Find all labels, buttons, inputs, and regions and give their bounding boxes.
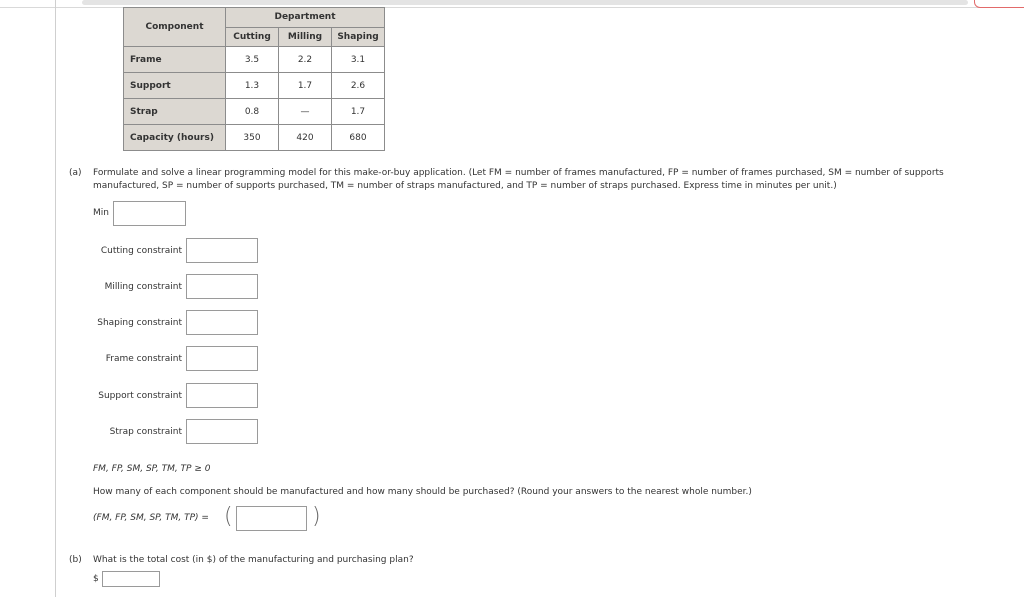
col-header: Shaping [332,27,385,47]
tuple-label: (FM, FP, SM, SP, TM, TP) = [93,513,209,523]
row-label: Support [124,73,226,99]
left-margin-rule [55,0,56,597]
milling-constraint-input[interactable] [186,274,258,299]
header-department: Department [226,8,385,28]
nonnegativity-statement: FM, FP, SM, SP, TM, TP ≥ 0 [93,464,211,474]
currency-symbol: $ [93,574,99,584]
cell: 680 [332,125,385,151]
component-department-table [123,7,385,151]
table-row [124,47,385,73]
shaping-constraint-label: Shaping constraint [97,318,182,328]
top-right-button[interactable] [974,0,1024,8]
cell: 0.8 [226,99,279,125]
strap-constraint-input[interactable] [186,419,258,444]
cell: 2.2 [279,47,332,73]
total-cost-input[interactable] [102,571,160,587]
right-paren: ) [312,504,321,529]
support-constraint-label: Support constraint [98,391,182,401]
min-label: Min [93,208,109,218]
milling-constraint-label: Milling constraint [104,282,182,292]
cell: 3.5 [226,47,279,73]
row-label: Frame [124,47,226,73]
part-a-text-line2: manufactured, SP = number of supports purchased, TM = number of straps manufactured, and TP = number of straps purchased. Express time in minutes per unit.) [93,181,837,191]
round-question: How many of each component should be manufactured and how many should be purchased? (Round your answers to the nearest whole number.) [93,487,752,497]
row-label: Strap [124,99,226,125]
tuple-answer-input[interactable] [236,506,307,531]
cell: 1.7 [332,99,385,125]
row-label: Capacity (hours) [124,125,226,151]
top-scrollbar[interactable] [82,0,968,5]
cell: 1.7 [279,73,332,99]
part-b-question: What is the total cost (in $) of the manufacturing and purchasing plan? [93,555,414,565]
support-constraint-input[interactable] [186,383,258,408]
strap-constraint-label: Strap constraint [109,427,182,437]
table-row [124,99,385,125]
part-a-label: (a) [69,168,82,178]
header-component: Component [124,8,226,47]
left-paren: ( [224,504,233,529]
cell: 420 [279,125,332,151]
cell: 3.1 [332,47,385,73]
table-row [124,125,385,151]
part-a-prompt [69,167,1009,195]
cutting-constraint-input[interactable] [186,238,258,263]
cell: 2.6 [332,73,385,99]
cell: 1.3 [226,73,279,99]
part-b-label: (b) [69,555,82,565]
col-header: Cutting [226,27,279,47]
cutting-constraint-label: Cutting constraint [100,246,182,256]
cell: 350 [226,125,279,151]
objective-input[interactable] [113,201,186,226]
frame-constraint-label: Frame constraint [105,354,182,364]
shaping-constraint-input[interactable] [186,310,258,335]
table-row [124,73,385,99]
cell: — [279,99,332,125]
part-a-text-line1: Formulate and solve a linear programming model for this make-or-buy application. (Let FM = number of frames manufactured, FP = number of frames purchased, SM = number of supports [93,168,944,178]
col-header: Milling [279,27,332,47]
frame-constraint-input[interactable] [186,346,258,371]
